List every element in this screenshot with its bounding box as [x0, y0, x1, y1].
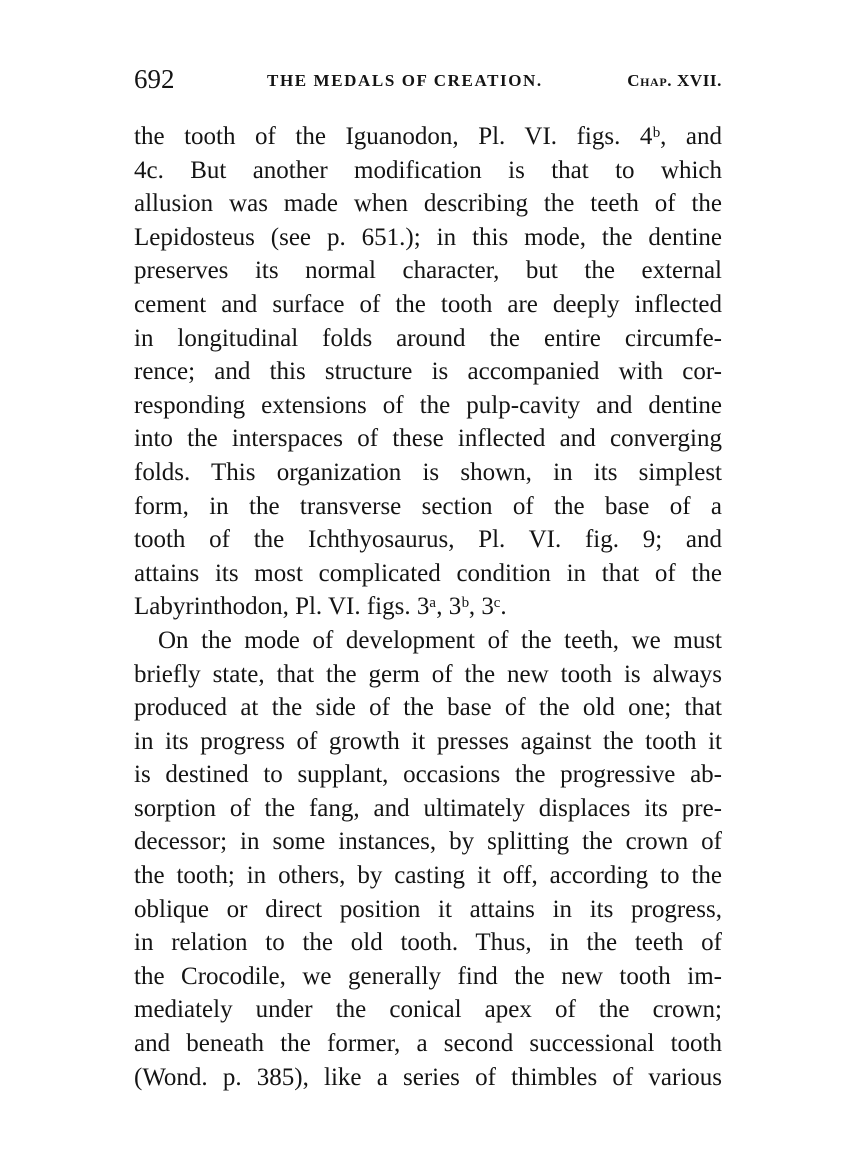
text-line: is destined to supplant, occasions the progressive ab- — [134, 761, 722, 789]
text-line: mediately under the conical apex of the crown; — [134, 996, 722, 1024]
text-line: sorption of the fang, and ultimately displaces its pre- — [134, 794, 722, 822]
text-line: the tooth; in others, by casting it off, according to the — [134, 862, 722, 890]
text-line: folds. This organization is shown, in its simplest — [134, 458, 722, 486]
text-line: decessor; in some instances, by splitting the crown of — [134, 828, 722, 856]
text-line: Lepidosteus (see p. 651.); in this mode, the dentine — [134, 223, 722, 251]
text-line: briefly state, that the germ of the new tooth is always — [134, 660, 722, 688]
text-line: in longitudinal folds around the entire circumfe- — [134, 324, 722, 352]
text-line: produced at the side of the base of the old one; that — [134, 694, 722, 722]
text-line: responding extensions of the pulp-cavity and dentine — [134, 391, 722, 419]
page-number: 692 — [134, 64, 175, 94]
text-line: rence; and this structure is accompanied with cor- — [134, 358, 722, 386]
text-line: allusion was made when describing the teeth of the — [134, 190, 722, 218]
paragraph-first-line: On the mode of development of the teeth, we must — [158, 626, 722, 654]
paragraph-end-line: Labyrinthodon, Pl. VI. figs. 3ᵃ, 3ᵇ, 3ᶜ. — [134, 593, 507, 621]
text-line: tooth of the Ichthyosaurus, Pl. VI. fig. 9; and — [134, 526, 722, 554]
text-line: and beneath the former, a second successional tooth — [134, 1030, 722, 1058]
text-line: in its progress of growth it presses against the tooth it — [134, 727, 722, 755]
text-line: the Crocodile, we generally find the new tooth im- — [134, 962, 722, 990]
text-line: cement and surface of the tooth are deeply inflected — [134, 290, 722, 318]
text-line: preserves its normal character, but the external — [134, 257, 722, 285]
text-line: 4c. But another modification is that to which — [134, 156, 722, 184]
body-text — [134, 120, 722, 1094]
text-line: form, in the transverse section of the base of a — [134, 492, 722, 520]
running-header — [134, 62, 722, 96]
text-line: in relation to the old tooth. Thus, in the teeth of — [134, 929, 722, 957]
text-line: (Wond. p. 385), like a series of thimbles of various — [134, 1063, 722, 1091]
chapter-label: Chap. XVII. — [627, 71, 722, 90]
running-title: THE MEDALS OF CREATION. — [267, 71, 543, 90]
text-line: oblique or direct position it attains in its progress, — [134, 895, 722, 923]
text-line: the tooth of the Iguanodon, Pl. VI. figs. 4ᵇ, and — [134, 123, 722, 150]
text-line: into the interspaces of these inflected and converging — [134, 425, 722, 453]
text-line: attains its most complicated condition in that of the — [134, 559, 722, 587]
